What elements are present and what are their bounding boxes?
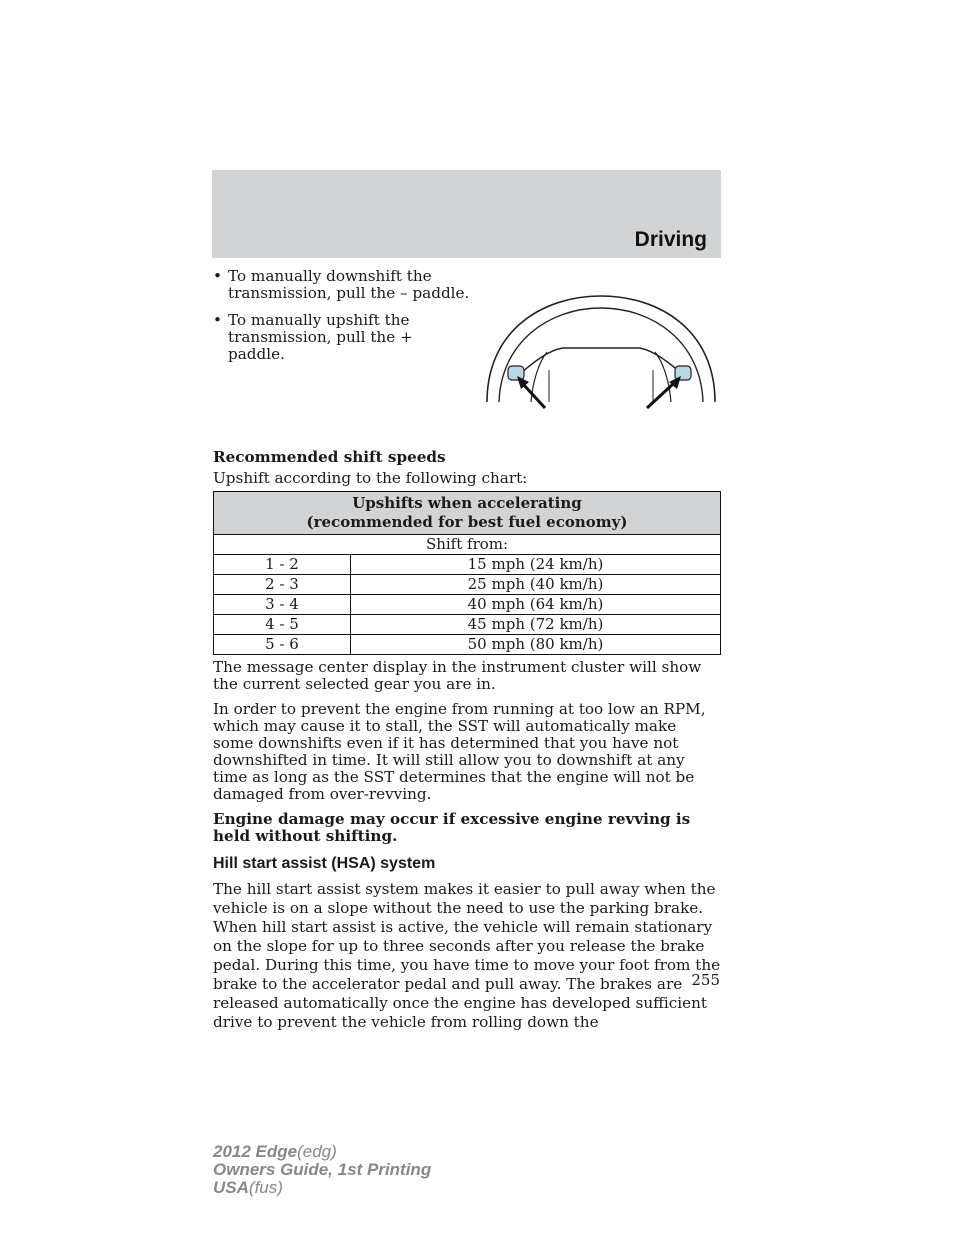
table-title — [214, 492, 721, 535]
speed-cell: 40 mph (64 km/h) — [351, 595, 721, 615]
page-content — [213, 262, 721, 1040]
list-item — [213, 312, 473, 363]
bullet-text: To manually upshift the transmission, pull the + paddle. — [228, 311, 413, 363]
shift-intro-text: Upshift according to the following chart: — [213, 469, 528, 487]
speed-cell: 45 mph (72 km/h) — [351, 615, 721, 635]
table-row — [214, 555, 721, 575]
table-row — [214, 575, 721, 595]
engine-damage-warning: Engine damage may occur if excessive engine revving is held without shifting. — [213, 810, 691, 845]
message-center-paragraph: The message center display in the instrument cluster will show the current selected gear you are in. — [213, 658, 702, 693]
gear-cell: 5 - 6 — [214, 635, 351, 655]
footer-model-code: (edg) — [297, 1142, 337, 1161]
shift-speeds-heading: Recommended shift speeds — [213, 448, 446, 466]
table-title-line-1: Upshifts when accelerating — [352, 494, 582, 512]
footer-guide: Owners Guide, 1st Printing — [213, 1160, 432, 1179]
list-item — [213, 268, 473, 302]
bullet-symbol: • — [213, 311, 222, 329]
speed-cell: 50 mph (80 km/h) — [351, 635, 721, 655]
speed-cell: 25 mph (40 km/h) — [351, 575, 721, 595]
hsa-heading: Hill start assist (HSA) system — [213, 855, 436, 872]
table-row — [214, 615, 721, 635]
page-number: 255 — [691, 971, 720, 989]
gear-cell: 1 - 2 — [214, 555, 351, 575]
gear-cell: 3 - 4 — [214, 595, 351, 615]
footer-region-code: (fus) — [248, 1178, 283, 1197]
stall-paragraph: In order to prevent the engine from running at too low an RPM, which may cause it to stall, the SST will automatically make some downshifts even if it has determined that you have not downshifted in time. It will still allow you to downshift at any time as long as the SST determines that the engine will not be damaged from over-revving. — [213, 700, 706, 803]
paddle-instructions-list — [213, 268, 473, 363]
bullet-symbol: • — [213, 267, 222, 285]
table-row — [214, 635, 721, 655]
speed-cell: 15 mph (24 km/h) — [351, 555, 721, 575]
hsa-paragraph: The hill start assist system makes it easier to pull away when the vehicle is on a slope without the need to use the parking brake. When hill start assist is active, the vehicle will remain stationary on the slope for up to three seconds after you release the brake pedal. During this time, you have time to move your foot from the brake to the accelerator pedal and pull away. The brakes are released automatically once the engine has developed sufficient drive to prevent the vehicle from rolling down the — [213, 880, 721, 1031]
table-row — [214, 595, 721, 615]
footer-region: USA — [213, 1178, 249, 1197]
shift-speed-table — [213, 491, 721, 655]
section-header-band — [212, 170, 721, 258]
table-title-line-2: (recommended for best fuel economy) — [306, 513, 628, 531]
footer-model: 2012 Edge — [213, 1142, 298, 1161]
document-footer — [213, 1143, 431, 1197]
bullet-text: To manually downshift the transmission, pull the – paddle. — [228, 267, 470, 302]
gear-cell: 2 - 3 — [214, 575, 351, 595]
section-title: Driving — [634, 228, 707, 251]
table-subheader: Shift from: — [214, 535, 721, 555]
gear-cell: 4 - 5 — [214, 615, 351, 635]
